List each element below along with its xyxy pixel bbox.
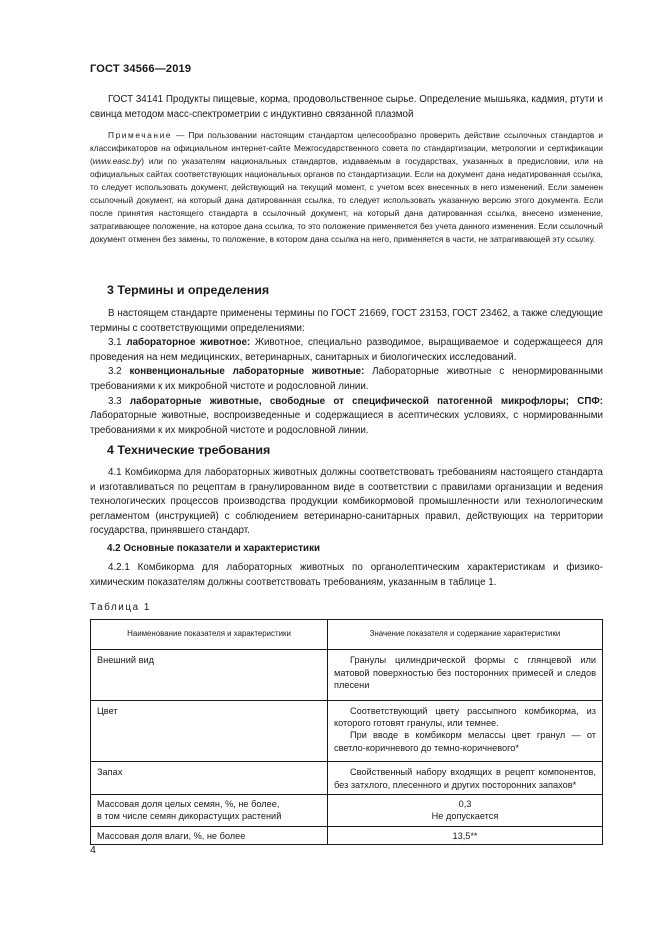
table-header-row <box>91 620 603 650</box>
row-odor-value <box>328 762 603 795</box>
row-appearance-value <box>328 650 603 700</box>
row-color-value <box>328 700 603 762</box>
term-3-2-definition: Лабораторные животные с ненормированными требованиями к их микробной чистоте и родословной линии. <box>90 366 603 392</box>
row-odor-name: Запах <box>91 762 328 795</box>
clause-4-2-1-block <box>90 561 603 590</box>
references-block <box>90 93 603 246</box>
term-3-1-term: лабораторное животное: <box>126 337 251 349</box>
row-seeds-name-a: Массовая доля целых семян, %, не более, <box>97 799 280 810</box>
term-3-3 <box>90 395 603 439</box>
reference-gost-34141: ГОСТ 34141 Продукты пищевые, корма, продовольственное сырье. Определение мышьяка, кадмия, ртути и свинца методом масс-спектрометрии с индуктивно связанной плазмой <box>90 94 603 120</box>
row-seeds-value-a: 0,3 <box>458 799 472 810</box>
section-3-heading: 3 Термины и определения <box>107 283 270 297</box>
row-odor-value-text: Свойственный набору входящих в рецепт компонентов, без затхлого, плесенного и других посторонних запахов* <box>334 767 596 790</box>
term-3-2-term: конвенциональные лабораторные животные: <box>129 366 365 378</box>
requirements-table <box>90 619 603 845</box>
note-text-a: — При пользовании настоящим стандартом целесообразно проверить действие ссылочных стандартов и классификаторов на официальном интернет-сайте Межгосударственного совета по стандартизации, метрологии и сертификации ( <box>90 130 603 167</box>
note-url-link[interactable]: www.easc.by <box>92 156 142 167</box>
table-row <box>91 650 603 700</box>
row-seeds-value-b: Не допускается <box>431 811 499 822</box>
row-moisture-value: 13,5** <box>328 826 603 844</box>
term-3-3-term: лабораторные животные, свободные от специфической патогенной микрофлоры; СПФ: <box>129 395 604 407</box>
clause-4-2-1: 4.2.1 Комбикорма для лабораторных животных по органолептическим характеристикам и физико-химическим показателям должны соответствовать требованиям, указанным в таблице 1. <box>90 562 603 588</box>
section-3-intro: В настоящем стандарте применены термины по ГОСТ 21669, ГОСТ 23153, ГОСТ 23462, а также следующие термины с соответствующими определениями: <box>90 308 603 334</box>
row-appearance-value-text: Гранулы цилиндрической формы с глянцевой или матовой поверхностью без посторонних примесей и следов плесени <box>334 655 596 691</box>
note-label: Примечание <box>108 130 173 141</box>
term-3-3-definition: Лабораторные животные, воспроизведенные и содержащиеся в асептических условиях, с нормированными требованиями к их микробной чистоте и родословной линии. <box>90 410 603 436</box>
note-text-b: ) или по указателям национальных стандартов, издаваемым в государствах, указанных в предисловии, или на официальных сайтах соответствующих национальных органов по стандартизации. Если на документ дана недатированная ссылка, то следует использовать документ, действующий на текущий момент, с учетом всех внесенных в него изменений. Если заменен ссылочный документ, на который дана датированная ссылка, то следует использовать указанную версию этого документа. Если после принятия настоящего стандарта в ссылочный документ, на который дана датированная ссылка, внесено изменение, затрагивающее положение, на которое дана ссылка, то это положение применяется без учета данного изменения. Если ссылочный документ отменен без замены, то положение, в котором дана ссылка на него, применяется в части, не затрагивающей эту ссылку. <box>90 156 603 245</box>
table-header-indicator: Наименование показателя и характеристики <box>91 620 328 650</box>
row-color-name: Цвет <box>91 700 328 762</box>
row-color-value-a: Соответствующий цвету рассыпного комбикорма, из которого готовят гранулы, или темнее. <box>334 705 596 729</box>
references-note <box>90 129 603 246</box>
table-row <box>91 762 603 795</box>
table-caption: Таблица 1 <box>90 602 151 613</box>
row-seeds-name-b: в том числе семян дикорастущих растений <box>97 811 282 822</box>
section-3-body <box>90 307 603 438</box>
row-appearance-name: Внешний вид <box>91 650 328 700</box>
term-3-1-definition: Животное, специально разводимое, выращиваемое и содержащееся для проведения на нем медицинских, ветеринарных, санитарных и биологических исследований. <box>90 337 603 363</box>
row-moisture-name: Массовая доля влаги, %, не более <box>91 826 328 844</box>
term-3-2-number: 3.2 <box>108 366 130 378</box>
term-3-1-number: 3.1 <box>108 337 127 349</box>
document-header: ГОСТ 34566—2019 <box>90 63 192 75</box>
term-3-3-number: 3.3 <box>108 395 130 407</box>
page-number: 4 <box>90 844 96 856</box>
term-3-2 <box>90 365 603 394</box>
table-row <box>91 700 603 762</box>
row-seeds-value <box>328 795 603 827</box>
row-seeds-name <box>91 795 328 827</box>
table-row <box>91 795 603 827</box>
section-4-body <box>90 466 603 539</box>
clause-4-1: 4.1 Комбикорма для лабораторных животных должны соответствовать требованиям настоящего стандарта и изготавливаться по рецептам в гранулированном виде в соответствии с правилами организации и ведения технологических процессов производства продукции комбикормовой промышленности или технологическим регламентом (инструкцией) с соблюдением ветеринарно-санитарных правил, действующих на территории государства, принявшего стандарт. <box>90 467 603 537</box>
term-3-1 <box>90 336 603 365</box>
table-row <box>91 826 603 844</box>
row-color-value-b: При вводе в комбикорм мелассы цвет гранул — от светло-коричневого до темно-коричневого* <box>334 730 596 753</box>
subsection-4-2-heading: 4.2 Основные показатели и характеристики <box>107 543 320 554</box>
section-4-heading: 4 Технические требования <box>107 443 271 457</box>
table-header-value: Значение показателя и содержание характеристики <box>328 620 603 650</box>
